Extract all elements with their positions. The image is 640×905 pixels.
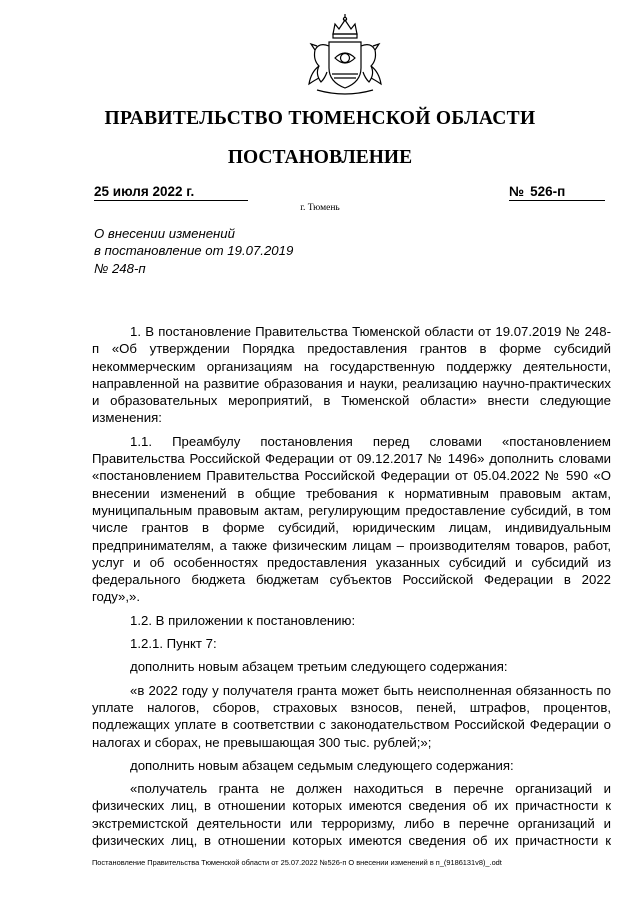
subject-line: в постановление от 19.07.2019	[94, 243, 294, 259]
document-type: ПОСТАНОВЛЕНИЕ	[227, 147, 413, 168]
document-city: г. Тюмень	[300, 203, 340, 213]
number-value: 526-п	[530, 184, 566, 199]
document-number	[509, 183, 605, 201]
paragraph: дополнить новым абзацем третьим следующего содержания:	[130, 659, 508, 675]
government-title: ПРАВИТЕЛЬСТВО ТЮМЕНСКОЙ ОБЛАСТИ	[104, 108, 536, 129]
paragraph: дополнить новым абзацем седьмым следующего содержания:	[130, 757, 514, 773]
paragraph: «получатель гранта не должен находиться в перечне организаций и физических лиц, в отношении которых имеются сведения об их причастности к экстремистской деятельности или терроризму, либо в перечне организаций и физических лиц, в отношении которых имеются сведения об их причастности к	[92, 781, 611, 849]
paragraph: 1. В постановление Правительства Тюменской области от 19.07.2019 № 248-п «Об утверждении Порядка предоставления грантов в форме субсидий некоммерческим организациям на государственную поддержку деятельности, направленной на развитие образования и науки, реализацию научно-практических и образовательных мероприятий, в Тюменской области» внести следующие изменения:	[92, 324, 611, 426]
document-body	[92, 323, 611, 849]
paragraph: 1.1. Преамбулу постановления перед словами «постановлением Правительства Российской Федерации от 09.12.2017 № 1496» дополнить словами «постановлением Правительства Российской Федерации от 05.04.2022 № 590 «О внесении изменений в общие требования к нормативным правовым актам, муниципальным правовым актам, регулирующим предоставление субсидий, в том числе грантов в форме субсидий, юридическим лицам, индивидуальным предпринимателям, а также физическим лицам – производителям товаров, работ, услуг и об особенностях предоставления указанных субсидий и субсидий из федерального бюджета бюджетам субъектов Российской Федерации в 2022 году»,».	[92, 433, 611, 605]
document-date: 25 июля 2022 г.	[94, 183, 248, 201]
coat-of-arms-emblem	[305, 12, 385, 98]
page-footer: Постановление Правительства Тюменской области от 25.07.2022 №526-п О внесении изменений в п_(9186131v8)_.odt	[92, 858, 502, 867]
subject-line: № 248-п	[94, 260, 146, 276]
paragraph: «в 2022 году у получателя гранта может быть неисполненная обязанность по уплате налогов, сборов, страховых взносов, пеней, штрафов, процентов, подлежащих уплате в соответствии с законодательством Российской Федерации о налогах и сборах, не превышающая 300 тыс. рублей;»;	[92, 682, 611, 750]
subject-line: О внесении изменений	[94, 226, 235, 241]
paragraph: 1.2.1. Пункт 7:	[130, 636, 217, 652]
number-sign: №	[509, 184, 525, 199]
paragraph: 1.2. В приложении к постановлению:	[130, 612, 356, 628]
document-subject	[94, 225, 354, 277]
